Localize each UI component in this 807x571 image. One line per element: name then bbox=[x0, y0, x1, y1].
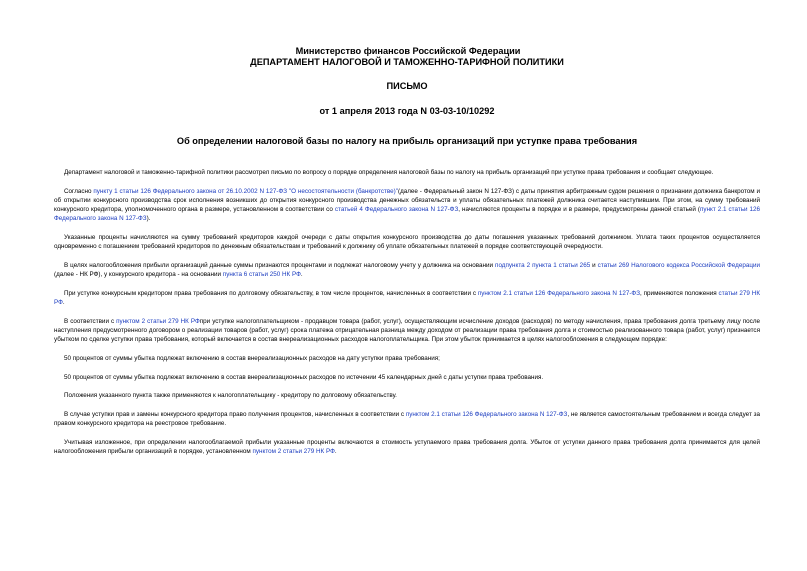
paragraph bbox=[54, 410, 760, 429]
paragraph-text: ). bbox=[146, 215, 151, 223]
paragraph-text: , начисляются проценты в порядке и в размере, предусмотрены данной статьей ( bbox=[458, 206, 701, 214]
document-header bbox=[54, 46, 760, 147]
law-link[interactable]: пункту 1 статьи 126 Федерального закона от 26.10.2002 N 127-ФЗ "О несостоятельности (банкротстве)" bbox=[93, 187, 398, 195]
paragraph bbox=[54, 168, 760, 177]
paragraph-text: В соответствии с bbox=[64, 317, 117, 325]
law-link[interactable]: пункт 2.1 статьи 126 Федерального закона N 127-ФЗ bbox=[54, 206, 761, 223]
law-link[interactable]: пунктом 2 статьи 279 НК РФ bbox=[116, 317, 200, 325]
paragraph-text: , не является самостоятельным требованием и всегда следует за правом конкурсного кредитора на реестровое требование. bbox=[54, 410, 760, 428]
paragraph-text: 50 процентов от суммы убытка подлежат включению в состав внереализационных расходов на дату уступки права требования; bbox=[64, 354, 440, 362]
department-name: ДЕПАРТАМЕНТ НАЛОГОВОЙ И ТАМОЖЕННО-ТАРИФНОЙ ПОЛИТИКИ bbox=[250, 57, 564, 67]
paragraph-text: . bbox=[300, 271, 303, 279]
document-date-number: от 1 апреля 2013 года N 03-03-10/10292 bbox=[319, 106, 495, 116]
paragraph bbox=[54, 317, 760, 345]
paragraph bbox=[54, 354, 760, 363]
law-link[interactable]: подпункта 2 пункта 1 статьи 265 bbox=[495, 261, 591, 269]
paragraph bbox=[54, 261, 760, 280]
paragraph bbox=[54, 438, 760, 457]
paragraph-text: В целях налогообложения прибыли организаций данные суммы признаются процентами и подлежат налоговому учету у должника на основании bbox=[64, 261, 496, 269]
paragraph-text: В случае уступки прав и замены конкурсного кредитора право получения процентов, начисленных в соответствии с bbox=[64, 410, 406, 418]
paragraph-text: Учитывая изложенное, при определении налогооблагаемой прибыли указанные проценты включаются в стоимость уступаемого права требования долга. Убыток от уступки данного права требования долга принимается для целей налогообложения прибыли организаций в порядке, установленном bbox=[54, 438, 760, 455]
paragraph bbox=[54, 373, 760, 382]
paragraph-text: . bbox=[334, 447, 337, 455]
paragraph bbox=[54, 289, 760, 308]
paragraph-text: Согласно bbox=[64, 187, 94, 195]
document-type: ПИСЬМО bbox=[386, 81, 428, 91]
law-link[interactable]: статьи 269 Налогового кодекса Российской Федерации bbox=[597, 261, 760, 269]
paragraph-text: , применяются положения bbox=[640, 289, 719, 297]
paragraph-text: при уступке налогоплательщиком - продавцом товара (работ, услуг), осуществляющим исчисление доходов (расходов) по методу начисления, права требования долга третьему лицу после наступления предусмотренного договором о реализации товаров (работ, услуг) срока платежа отрицательная разница между доходом от реализации права требования долга и стоимостью реализованного товара (работ, услуг) признается убытком по сделке уступки права требования, который включается в состав внереализационных расходов налогоплательщика. При этом убыток принимается в целях налогообложения в следующем порядке: bbox=[54, 317, 761, 344]
paragraph-text: (далее - НК РФ), у конкурсного кредитора - на основании bbox=[54, 271, 223, 279]
law-link[interactable]: пунктом 2.1 статьи 126 Федерального закона N 127-ФЗ bbox=[477, 289, 641, 297]
document-subject: Об определении налоговой базы по налогу на прибыль организаций при уступке права требования bbox=[176, 136, 638, 146]
paragraph-text: (далее - Федеральный закон N 127-ФЗ) с даты принятия арбитражным судом решения о признании должника банкротом и об открытии конкурсного производства срок исполнения возникших до открытия конкурсного производства денежных обязательств и уплаты обязательных платежей должника считается наступившим. При этом, на сумму требований конкурсного кредитора, уполномоченного органа в размере, установленном в соответствии со bbox=[54, 187, 760, 214]
paragraph-text: При уступке конкурсным кредитором права требования по долговому обязательству, в том числе процентов, начисленных в соответствии с bbox=[64, 289, 478, 297]
paragraph bbox=[54, 233, 760, 252]
paragraph-text: и bbox=[590, 261, 598, 269]
law-link[interactable]: статьей 4 Федерального закона N 127-ФЗ bbox=[334, 206, 459, 214]
document-body bbox=[54, 168, 760, 456]
ministry-name: Министерство финансов Российской Федерации bbox=[295, 46, 521, 56]
paragraph bbox=[54, 187, 760, 224]
law-link[interactable]: пункта 6 статьи 250 НК РФ bbox=[222, 271, 301, 279]
paragraph-text: 50 процентов от суммы убытка подлежат включению в состав внереализационных расходов по истечении 45 календарных дней с даты уступки права требования. bbox=[64, 373, 544, 381]
paragraph-text: Департамент налоговой и таможенно-тарифной политики рассмотрел письмо по вопросу о порядке определения налоговой базы по налогу на прибыль организаций при уступке права требования и сообщает следующее. bbox=[64, 169, 714, 176]
law-link[interactable]: пунктом 2 статьи 279 НК РФ bbox=[252, 447, 335, 455]
law-link[interactable]: пунктом 2.1 статьи 126 Федерального закона N 127-ФЗ bbox=[405, 410, 568, 418]
paragraph bbox=[54, 391, 760, 400]
paragraph-text: Указанные проценты начисляются на сумму требований кредиторов каждой очереди с даты открытия конкурсного производства до даты погашения указанных требований должником. Уплата таких процентов осуществляется одновременно с погашением требований кредиторов по денежным обязательствам и требований к должнику об уплате обязательных платежей в порядке соответствующей очередности. bbox=[54, 234, 760, 251]
law-link[interactable]: статьи 279 НК РФ bbox=[54, 289, 761, 307]
paragraph-text: . bbox=[62, 299, 65, 307]
paragraph-text: Положения указанного пункта также применяются к налогоплательщику - кредитору по долговому обязательству. bbox=[64, 392, 397, 400]
